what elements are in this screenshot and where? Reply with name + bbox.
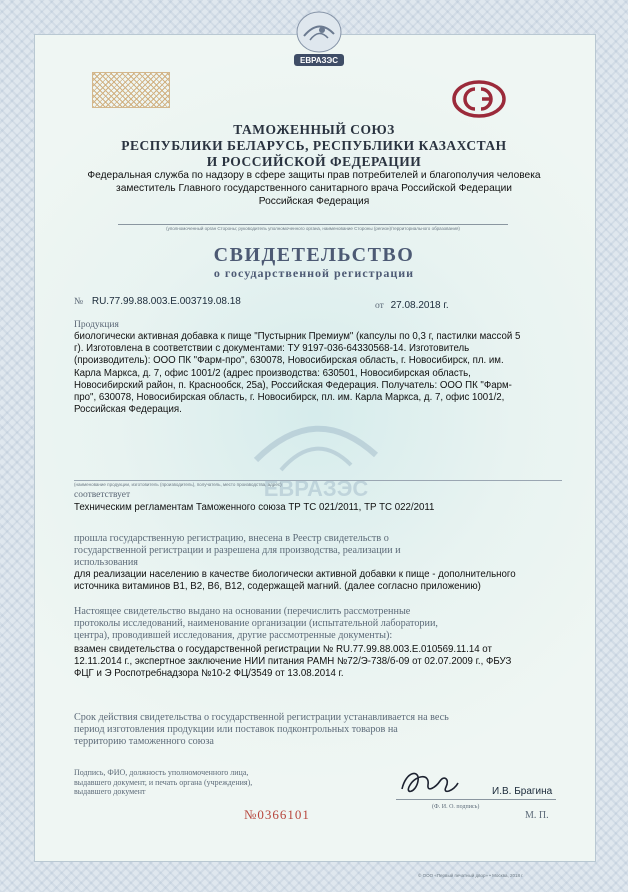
basis-line: взамен свидетельства о государственной регистрации № RU.77.99.88.003.E.010569.11.14 от	[74, 644, 492, 655]
signature-caption-line: выдавшего документ	[74, 787, 146, 796]
basis-line: 12.11.2014 г., экспертное заключение НИИ питания РАМН №72/Э-738/б-09 от 02.07.2009 г., ФБУЗ	[74, 656, 512, 668]
product-underline	[74, 480, 562, 481]
certificate-date	[375, 300, 449, 311]
handwritten-signature	[396, 765, 460, 801]
basis-heading-line: центра), проводившей исследования, другие рассмотренные документы):	[74, 630, 393, 641]
signature-caption-line: Подпись, ФИО, должность уполномоченного лица,	[74, 768, 249, 777]
product-text	[74, 331, 562, 416]
product-line: биологически активная добавка к пище "Пустырник Премиум" (капсулы по 0,3 г, пастилки массой 5	[74, 331, 521, 342]
product-label: Продукция	[74, 320, 119, 330]
certificate-number	[74, 296, 241, 307]
signature-caption-line: выдавшего документ, и печать органа (учреждения),	[74, 777, 253, 787]
agency-underline	[118, 224, 508, 225]
basis-heading-line: Настоящее свидетельство выдано на основании (перечислить рассмотренные	[74, 606, 411, 617]
agency-caption: (уполномоченный орган Стороны; руководитель уполномоченного органа, наименование Стороны (регион)/территориального образования)	[166, 226, 460, 231]
usage-line: для реализации населению в качестве биологически активной добавки к пище - дополнительного	[74, 569, 516, 580]
agency-line-3: Российская Федерация	[258, 196, 370, 207]
validity-line: Срок действия свидетельства о государственной регистрации устанавливается на весь	[74, 712, 449, 723]
product-line: Новосибирский район, п. Краснообск, 25а), Российская Федерация. Получатель: ООО ПК "Фарм-	[74, 379, 512, 391]
stamp-place: М. П.	[525, 810, 549, 821]
document-title: СВИДЕТЕЛЬСТВО	[213, 244, 415, 266]
number-label: №	[74, 297, 84, 307]
document-subtitle: о государственной регистрации	[213, 266, 415, 280]
validity-line: период изготовления продукции или поставок подконтрольных товаров на	[74, 724, 398, 735]
signatory-caption: (Ф. И. О. подпись)	[432, 804, 480, 810]
basis-text	[74, 644, 562, 681]
agency-line-1: Федеральная служба по надзору в сфере защиты прав потребителей и благополучия человека	[87, 170, 541, 181]
date-label: от	[375, 301, 384, 311]
product-caption: (наименование продукции, изготовитель (производитель), получатель, место производства, адрес)	[74, 482, 282, 487]
product-line: про", 630078, Новосибирская область, г. Новосибирск, пл. им. Карла Маркса, д. 7, офис 1001/2,	[74, 392, 505, 404]
emblem-text: ЕВРАЗЭС	[299, 56, 339, 65]
registration-line: использования	[74, 557, 138, 568]
usage-line: источника витаминов В1, В2, В6, В12, содержащей магний. (далее согласно приложению)	[74, 581, 481, 593]
basis-line: ФЦГ и Э Роспотребнадзора №10-2 ФЦ/3549 от 13.08.2014 г.	[74, 668, 344, 680]
printer-footer: © ООО «Первый печатный двор» • Москва, 2018 г.	[418, 873, 524, 878]
conformity-mark-icon	[452, 80, 506, 118]
eurasec-emblem	[284, 10, 354, 70]
compliance-text: Техническим регламентам Таможенного союза ТР ТС 021/2011, ТР ТС 022/2011	[74, 502, 435, 513]
signatory-name: И.В. Брагина	[492, 786, 553, 797]
signature-caption	[74, 768, 294, 797]
registration-text	[74, 533, 562, 569]
hologram-sticker	[92, 72, 170, 108]
header-line-2: РЕСПУБЛИКИ БЕЛАРУСЬ, РЕСПУБЛИКИ КАЗАХСТАН	[121, 138, 507, 153]
header-line-3: И РОССИЙСКОЙ ФЕДЕРАЦИИ	[206, 154, 422, 169]
product-line: Российская Федерация.	[74, 404, 182, 416]
product-line: г). Изготовлена в соответствии с документами: ТУ 9197-036-64330568-14. Изготовитель	[74, 343, 470, 355]
agency-line-2: заместитель Главного государственного санитарного врача Российской Федерации	[116, 183, 512, 194]
serial-number: №0366101	[244, 807, 310, 822]
usage-text	[74, 569, 562, 593]
basis-heading-line: протоколы исследований, наименование организации (испытательной лаборатории,	[74, 618, 438, 629]
validity-text	[74, 712, 562, 748]
basis-heading	[74, 606, 562, 642]
registration-line: государственной регистрации и разрешена для производства, реализации и	[74, 545, 401, 556]
compliance-label: соответствует	[74, 490, 131, 500]
header-line-1: ТАМОЖЕННЫЙ СОЮЗ	[233, 122, 395, 137]
signature-underline	[396, 799, 556, 800]
date-value: 27.08.2018 г.	[390, 300, 449, 311]
product-line: Карла Маркса, д. 7, офис 1001/2 (адрес производства: 630501, Новосибирская область,	[74, 367, 471, 379]
number-value: RU.77.99.88.003.E.003719.08.18	[91, 296, 241, 307]
registration-line: прошла государственную регистрацию, внесена в Реестр свидетельств о	[74, 533, 389, 544]
validity-line: территорию таможенного союза	[74, 736, 214, 747]
product-line: (производитель): ООО ПК "Фарм-про", 630078, Новосибирская область, г. Новосибирск, пл. им.	[74, 355, 504, 367]
watermark-text: ЕВРАЗЭС	[263, 476, 369, 500]
